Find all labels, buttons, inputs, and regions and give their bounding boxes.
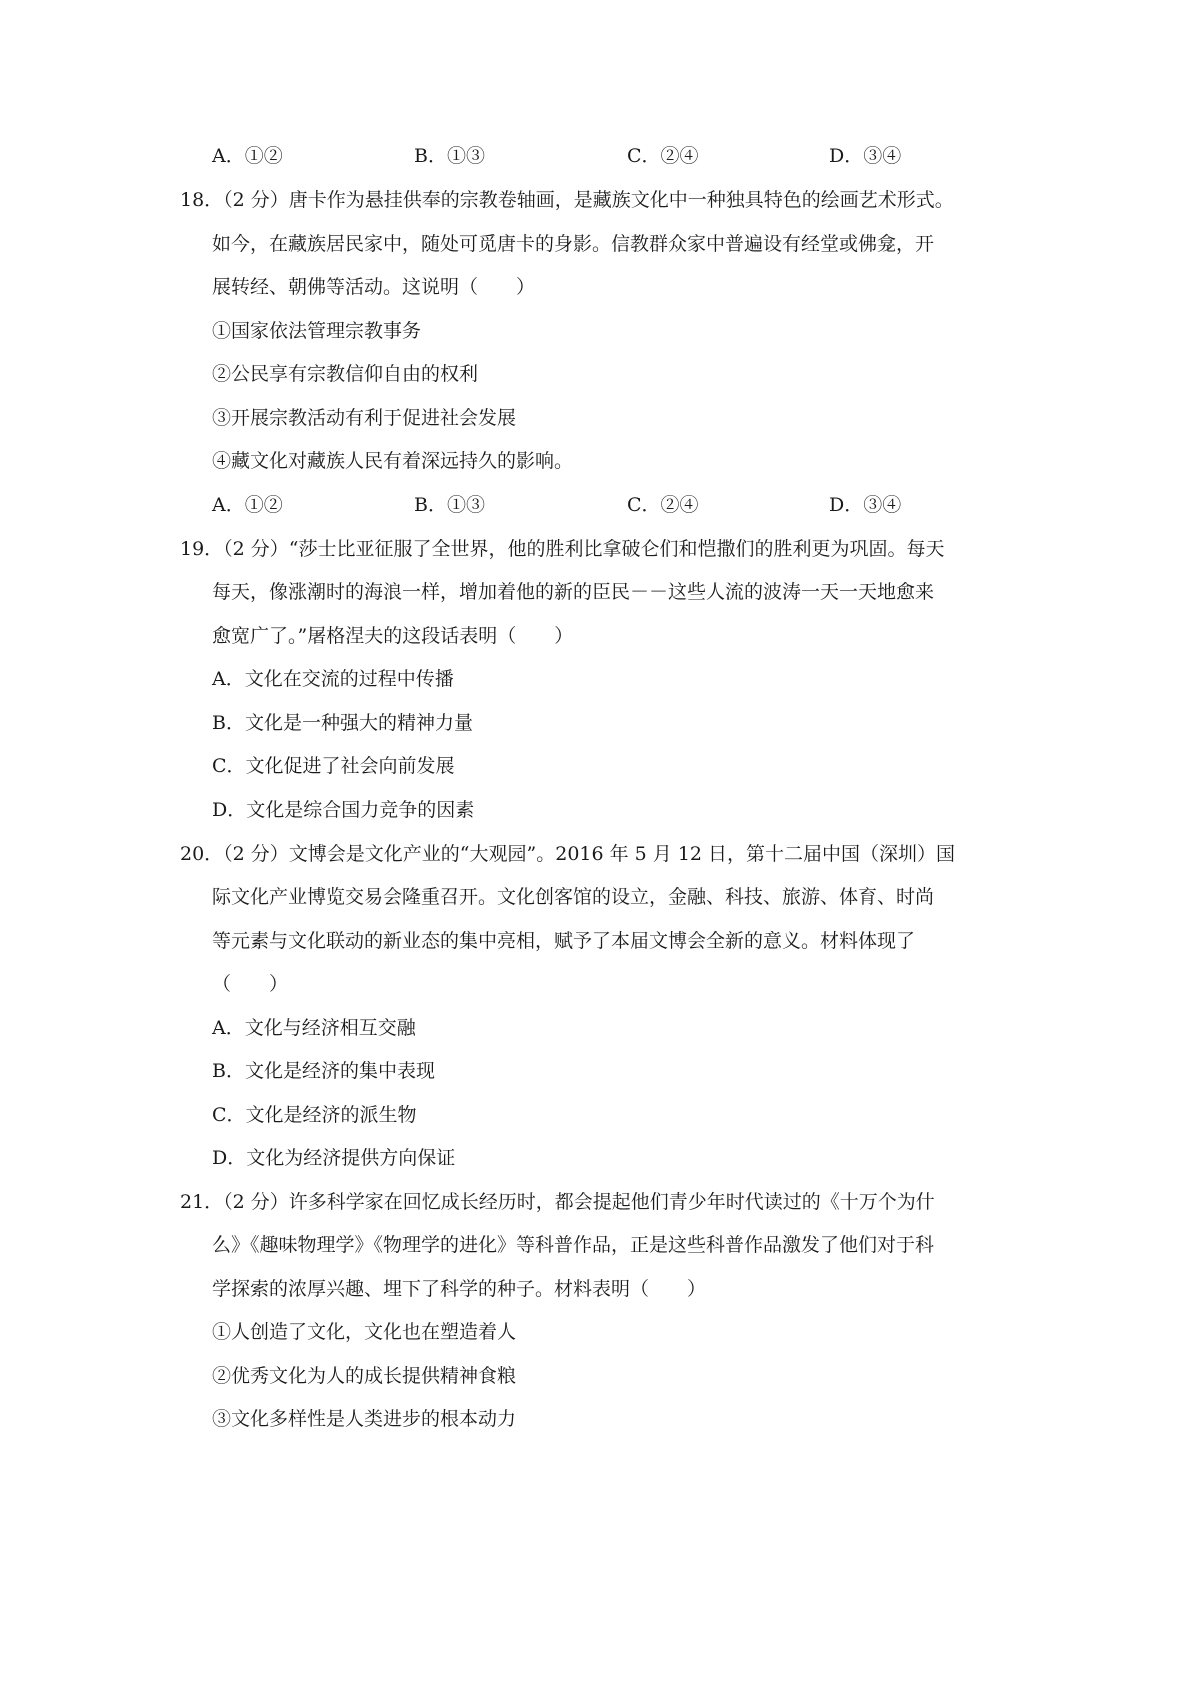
q21-item: ①人创造了文化，文化也在塑造着人: [212, 1321, 517, 1343]
q20-stem-line: 等元素与文化联动的新业态的集中亮相，赋予了本届文博会全新的意义。材料体现了: [212, 930, 916, 952]
q19-option: D．文化是综合国力竞争的因素: [212, 799, 475, 821]
q21-stem-line: 学探索的浓厚兴趣、埋下了科学的种子。材料表明（ ）: [212, 1278, 707, 1300]
choice-d: D．③④: [829, 494, 902, 516]
q21-item: ③文化多样性是人类进步的根本动力: [212, 1408, 517, 1430]
q21-stem-line: 21．（2 分）许多科学家在回忆成长经历时，都会提起他们青少年时代读过的《十万个为什: [180, 1191, 935, 1213]
q20-option: C．文化是经济的派生物: [212, 1104, 417, 1126]
q18-stem-line: 18．（2 分）唐卡作为悬挂供奉的宗教卷轴画，是藏族文化中一种独具特色的绘画艺术形式。: [180, 189, 954, 211]
q18-stem-line: 如今，在藏族居民家中，随处可觅唐卡的身影。信教群众家中普遍设有经堂或佛龛，开: [212, 233, 935, 255]
choice-c: C．②④: [627, 494, 699, 516]
q20-stem-line: 际文化产业博览交易会隆重召开。文化创客馆的设立，金融、科技、旅游、体育、时尚: [212, 886, 935, 908]
q20-option: B．文化是经济的集中表现: [212, 1060, 435, 1082]
q21-item: ②优秀文化为人的成长提供精神食粮: [212, 1365, 517, 1387]
choice-b: B．①③: [414, 145, 485, 167]
choice-c: C．②④: [627, 145, 699, 167]
q17-choices: [212, 144, 992, 168]
q19-stem-line: 每天，像涨潮时的海浪一样，增加着他的新的臣民－－这些人流的波涛一天一天地愈来: [212, 581, 935, 603]
q18-item: ④藏文化对藏族人民有着深远持久的影响。: [212, 450, 574, 472]
q19-option: A．文化在交流的过程中传播: [212, 668, 454, 690]
q19-stem-line: 愈宽广了。”屠格涅夫的这段话表明（ ）: [212, 625, 574, 647]
q21-stem-line: 么》《趣味物理学》《物理学的进化》等科普作品，正是这些科普作品激发了他们对于科: [212, 1234, 935, 1256]
q20-option: D．文化为经济提供方向保证: [212, 1147, 456, 1169]
q18-choices: [212, 493, 992, 517]
q19-option: C．文化促进了社会向前发展: [212, 755, 455, 777]
choice-a: A．①②: [212, 494, 283, 516]
q19-stem-line: 19．（2 分）“莎士比亚征服了全世界，他的胜利比拿破仑们和恺撒们的胜利更为巩固。每天: [180, 538, 945, 560]
choice-b: B．①③: [414, 494, 485, 516]
q18-item: ②公民享有宗教信仰自由的权利: [212, 363, 479, 385]
q18-stem-line: 展转经、朝佛等活动。这说明（ ）: [212, 276, 536, 298]
q20-stem-line: 20．（2 分）文博会是文化产业的“大观园”。2016 年 5 月 12 日，第十二届中国（深圳）国: [180, 843, 956, 865]
choice-d: D．③④: [829, 145, 902, 167]
q20-stem-line: （ ）: [212, 973, 289, 995]
choice-a: A．①②: [212, 145, 283, 167]
q18-item: ③开展宗教活动有利于促进社会发展: [212, 407, 517, 429]
q18-item: ①国家依法管理宗教事务: [212, 320, 422, 342]
q19-option: B．文化是一种强大的精神力量: [212, 712, 473, 734]
q20-option: A．文化与经济相互交融: [212, 1017, 416, 1039]
